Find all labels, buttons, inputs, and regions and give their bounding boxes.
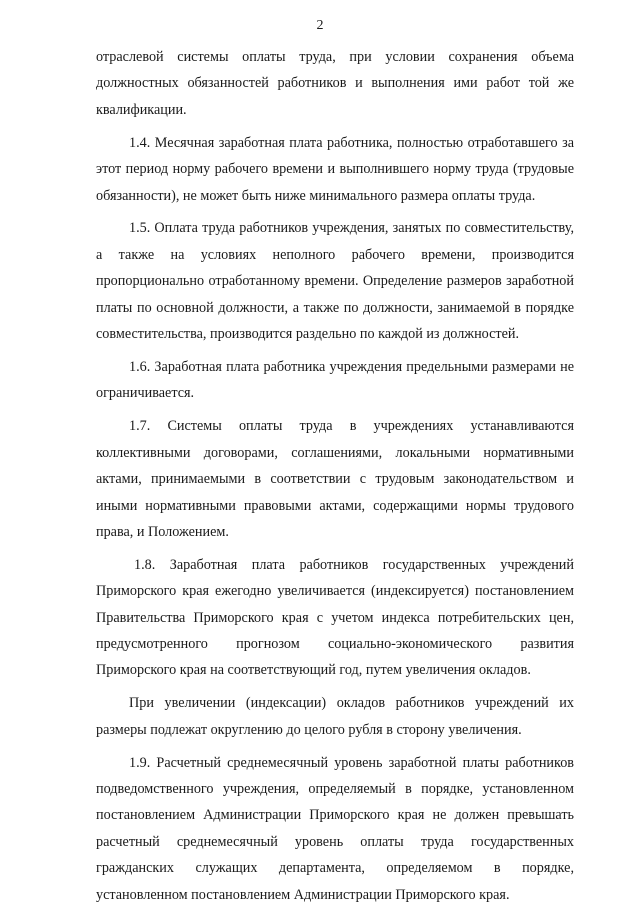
paragraph-1-9: 1.9. Расчетный среднемесячный уровень заработной платы работников подведомственного учреждения, определяемый в порядке, установленном постановлением Администрации Приморского края не должен превышать расчетный среднемесячный уровень оплаты труда государственных гражданских служащих департамента, определяемом в порядке, установленном постановлением Администрации Приморского края.	[96, 754, 574, 903]
paragraph-1-4: 1.4. Месячная заработная плата работника, полностью отработавшего за этот период норму рабочего времени и выполнившего норму труда (трудовые обязанности), не может быть ниже минимального размера оплаты труда.	[96, 134, 574, 204]
document-body	[96, 44, 574, 915]
paragraph-continuation: отраслевой системы оплаты труда, при условии сохранения объема должностных обязанностей работников и выполнения ими работ той же квалификации.	[96, 49, 574, 118]
paragraph-1-7: 1.7. Системы оплаты труда в учреждениях устанавливаются коллективными договорами, соглашениями, локальными нормативными актами, принимаемыми в соответствии с трудовым законодательством и иными нормативными правовыми актами, содержащими нормы трудового права, и Положением.	[96, 418, 574, 540]
paragraph-1-8: 1.8. Заработная плата работников государственных учреждений Приморского края ежегодно увеличивается (индексируется) постановлением Правительства Приморского края с учетом индекса потребительских цен, предусмотренного прогнозом социально-экономического развития Приморского края на соответствующий год, путем увеличения окладов.	[96, 556, 574, 679]
paragraph-1-6: 1.6. Заработная плата работника учреждения предельными размерами не ограничивается.	[96, 358, 574, 402]
paragraph-1-5: 1.5. Оплата труда работников учреждения, занятых по совместительству, а также на условиях неполного рабочего времени, производится пропорционально отработанному времени. Определение размеров заработной платы по основной должности, а также по должности, занимаемой в порядке совместительства, производится раздельно по каждой из должностей.	[96, 220, 574, 343]
paragraph-indexation: При увеличении (индексации) окладов работников учреждений их размеры подлежат округлению до целого рубля в сторону увеличения.	[96, 695, 574, 738]
page-number: 2	[316, 18, 324, 33]
